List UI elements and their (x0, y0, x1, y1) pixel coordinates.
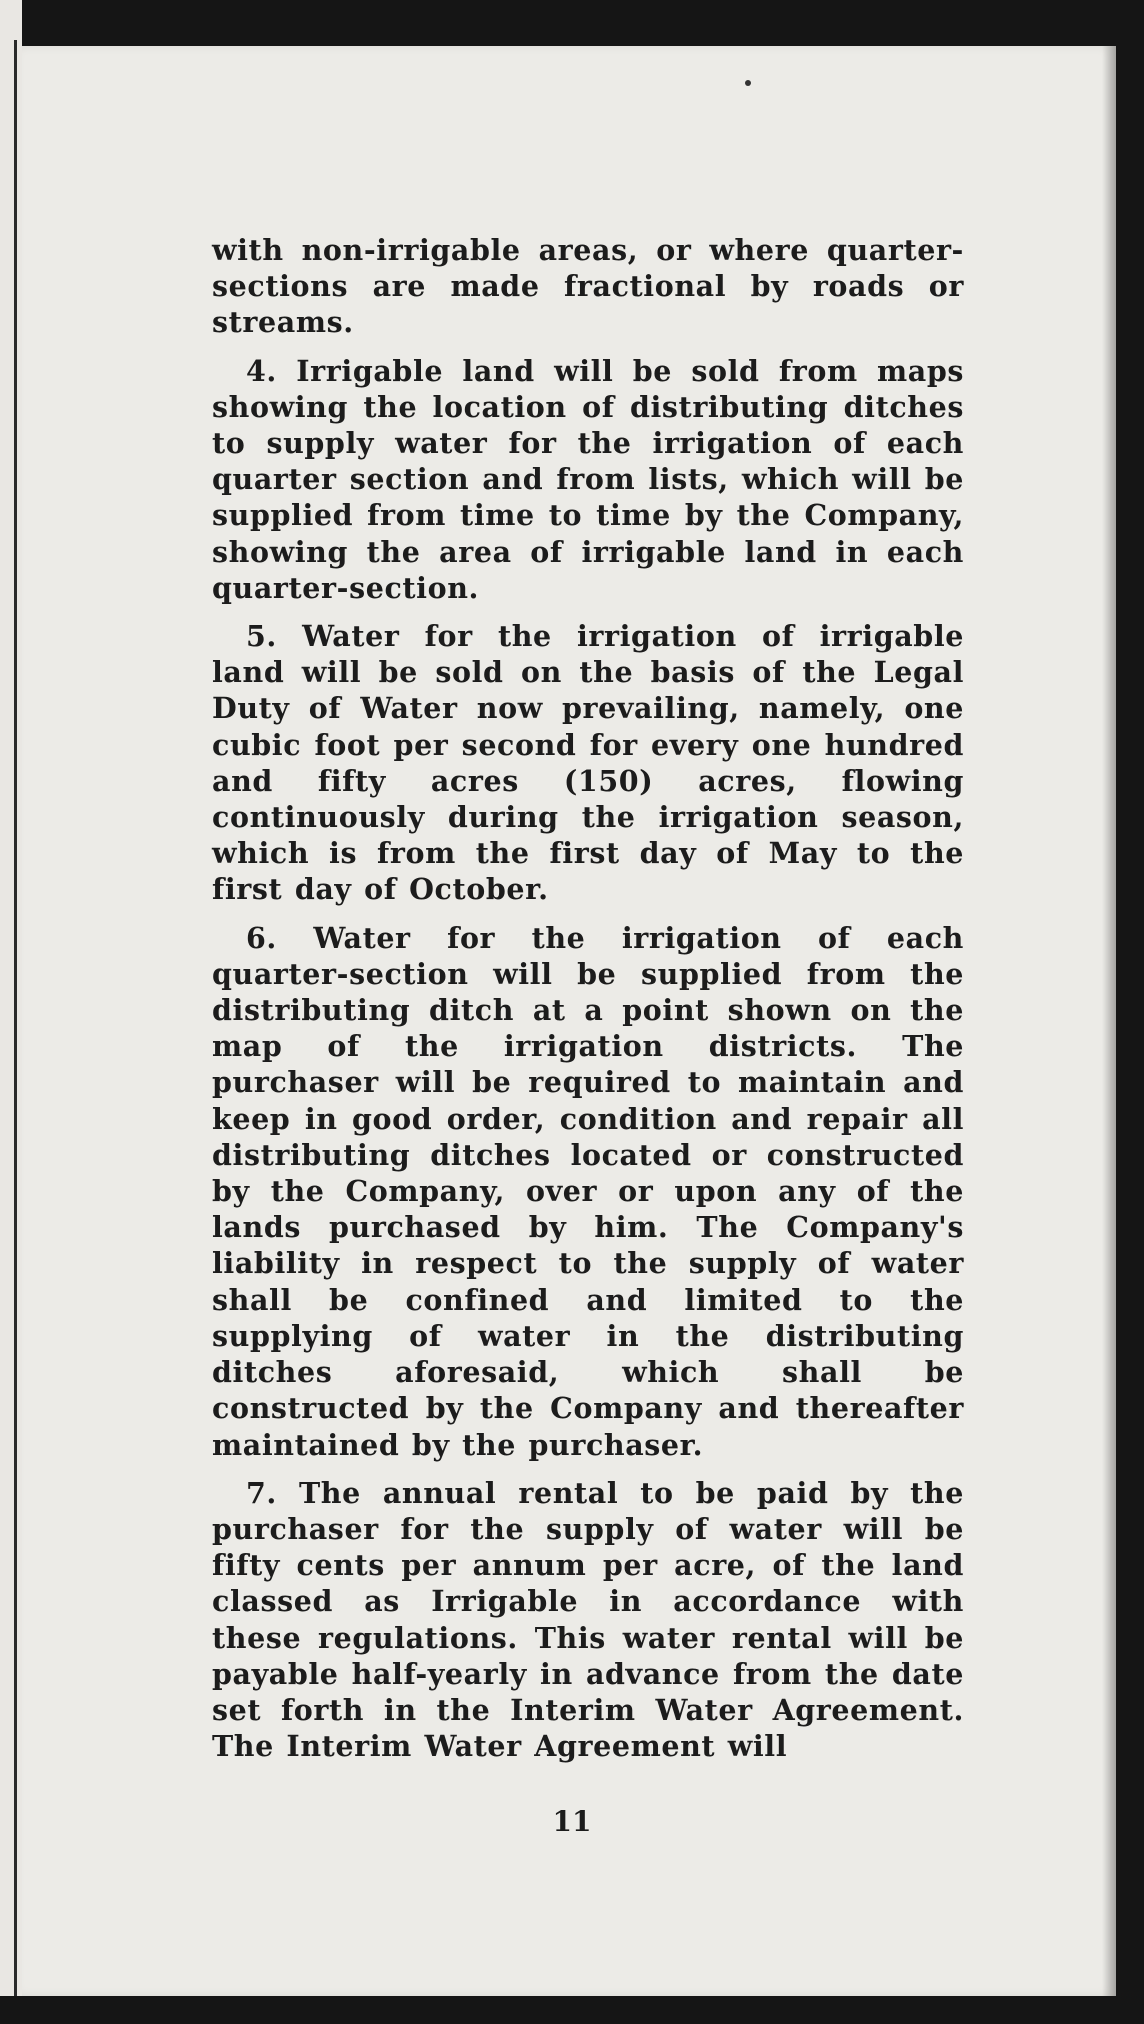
body-text (212, 232, 964, 1776)
paragraph-6: 6. Water for the irrigation of each quarter-section will be supplied from the distributing ditch at a point shown on the map of the irrigation districts. The purchaser will be required to maintain and keep in good order, condition and repair all distributing ditches located or constructed by the Company, over or upon any of the lands purchased by him. The Company's liability in respect to the supply of water shall be confined and limited to the supplying of water in the distributing ditches aforesaid, which shall be constructed by the Company and thereafter maintained by the purchaser. (212, 920, 964, 1462)
ink-speck (745, 80, 751, 86)
binding-edge (0, 0, 22, 2024)
paragraph-5: 5. Water for the irrigation of irrigable land will be sold on the basis of the Legal Duty of Water now prevailing, namely, one cubic foot per second for every one hundred and fifty acres (150) acres, flowing continuously during the irrigation season, which is from the first day of May to the first day of October. (212, 619, 964, 907)
paragraph-4: 4. Irrigable land will be sold from maps showing the location of distributing ditches to supply water for the irrigation of each quarter section and from lists, which will be supplied from time to time by the Company, showing the area of irrigable land in each quarter-section. (212, 353, 964, 605)
paragraph-7: 7. The annual rental to be paid by the purchaser for the supply of water will be fifty cents per annum per acre, of the land classed as Irrigable in accordance with these regulations. This water rental will be payable half-yearly in advance from the date set forth in the Interim Water Agreement. The Interim Water Agreement will (212, 1475, 964, 1764)
page-edge-shadow (1102, 46, 1116, 1996)
paragraph-continuation: with non-irrigable areas, or where quarter-sections are made fractional by roads or streams. (212, 233, 964, 340)
scan-bottom-border (0, 1996, 1144, 2024)
page-number: 11 (552, 1805, 592, 1838)
